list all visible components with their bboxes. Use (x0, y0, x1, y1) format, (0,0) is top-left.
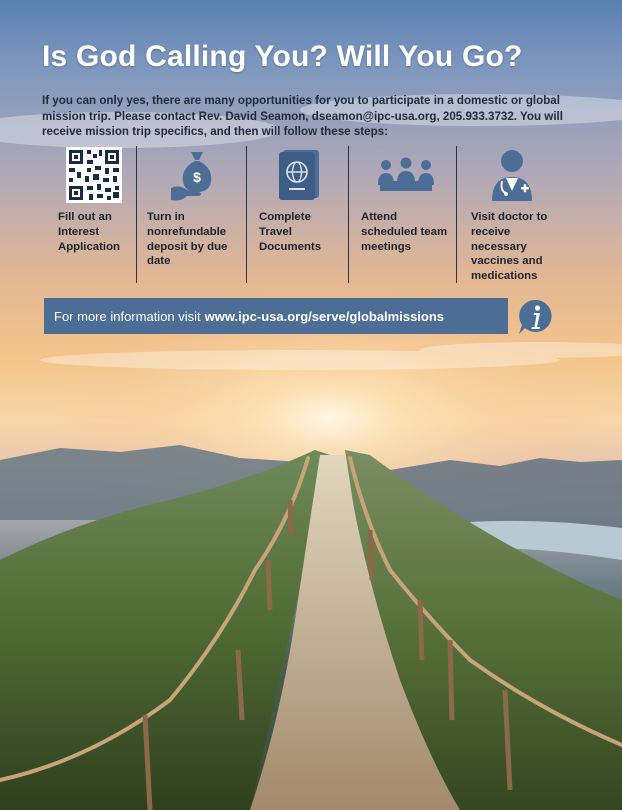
globalmissions-link[interactable]: www.ipc-usa.org/serve/globalmissions (204, 308, 445, 324)
qr-code-icon (58, 146, 130, 204)
page-title: Is God Calling You? Will You Go? (42, 40, 523, 73)
doctor-icon (471, 146, 556, 204)
step-deposit (136, 146, 246, 283)
svg-text:$: $ (192, 169, 201, 185)
steps-row (52, 146, 562, 283)
step-interest-application (52, 146, 136, 283)
step-label: Turn in nonrefundable deposit by due date (147, 211, 228, 268)
step-team-meetings (348, 146, 456, 283)
step-visit-doctor (456, 146, 562, 283)
step-travel-documents (246, 146, 348, 283)
step-label: Attend scheduled team meetings (361, 211, 448, 253)
more-info-banner (44, 298, 508, 334)
money-bag-hand-icon (147, 146, 240, 204)
step-label: Fill out an Interest Application (58, 211, 121, 253)
step-label: Visit doctor to receive necessary vaccines and medications (471, 211, 548, 283)
intro-paragraph: If you can only yes, there are many opportunities for you to participate in a domestic or global mission trip. Please contact Rev. David Seamon, dseamon@ipc-usa.org, 205.933.3732. You will receive mission trip specifics, and then will follow these steps: (42, 94, 563, 138)
info-icon (516, 297, 556, 337)
step-label: Complete Travel Documents (259, 211, 322, 253)
team-meeting-icon (361, 146, 450, 204)
more-info-prefix: For more information visit (54, 308, 201, 324)
passport-icon (259, 146, 342, 204)
